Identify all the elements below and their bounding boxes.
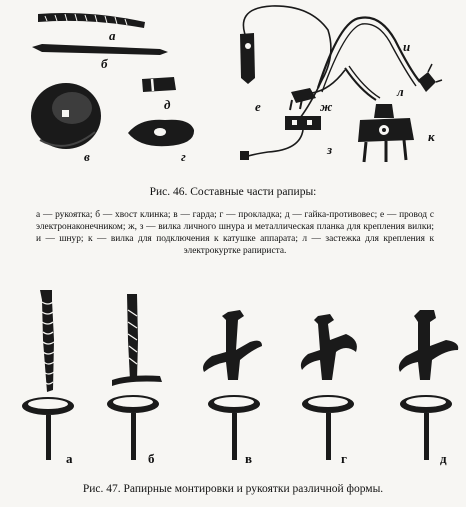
blade-tang-drawing: [32, 44, 168, 55]
grip-a-drawing: [22, 290, 74, 460]
reel-plug-drawing: [358, 104, 414, 162]
figure-46-label-l: л: [397, 84, 404, 99]
wire-with-point-drawing: [240, 6, 331, 118]
grip-b-drawing: [107, 294, 162, 460]
clip-drawing: [418, 64, 442, 92]
figure-46-label-z: з: [327, 142, 333, 157]
figure-47-label-g: г: [341, 451, 347, 466]
figure-46-label-i: и: [403, 39, 411, 54]
cord-drawing: [318, 17, 420, 100]
figure-47-illustration: [0, 280, 466, 465]
handle-drawing: [38, 13, 145, 28]
figure-46-label-zh: ж: [320, 99, 333, 114]
grip-d-drawing: [399, 310, 458, 460]
grip-v-drawing: [203, 310, 262, 460]
guard-drawing: [31, 83, 101, 149]
figure-46-label-e: е: [255, 99, 261, 114]
figure-47-label-d: д: [440, 451, 447, 466]
figure-47-label-b: б: [148, 451, 155, 466]
figure-47-caption: Рис. 47. Рапирные монтировки и рукоятки различной формы.: [82, 483, 384, 495]
figure-46-label-k: к: [428, 129, 435, 144]
figure-46-label-d: д: [164, 97, 171, 112]
pad-drawing: [128, 120, 194, 147]
mounting-plate-drawing: [240, 116, 321, 160]
figure-47-label-v: в: [245, 451, 253, 466]
grip-g-drawing: [301, 314, 357, 460]
figure-46-label-g: г: [181, 149, 186, 164]
figure-46-caption: Рис. 46. Составные части рапиры:: [149, 186, 317, 198]
figure-46-label-b: б: [101, 56, 108, 71]
figure-46-label-v: в: [84, 149, 90, 164]
counterweight-nut-drawing: [142, 77, 176, 92]
figure-47-label-a: а: [66, 451, 73, 466]
figure-46-label-a: а: [109, 28, 116, 43]
figure-46-legend: а — рукоятка; б — хвост клинка; в — гарда; г — прокладка; д — гайка-противовес; е — провод с электронаконечником; ж, з — вилка личного шнура и металлическая планка для крепления вилки; и — шнур; к — вилка для подключения к катушке аппарата; л — застежка для крепления к электрокуртке рапириста.: [36, 210, 434, 256]
